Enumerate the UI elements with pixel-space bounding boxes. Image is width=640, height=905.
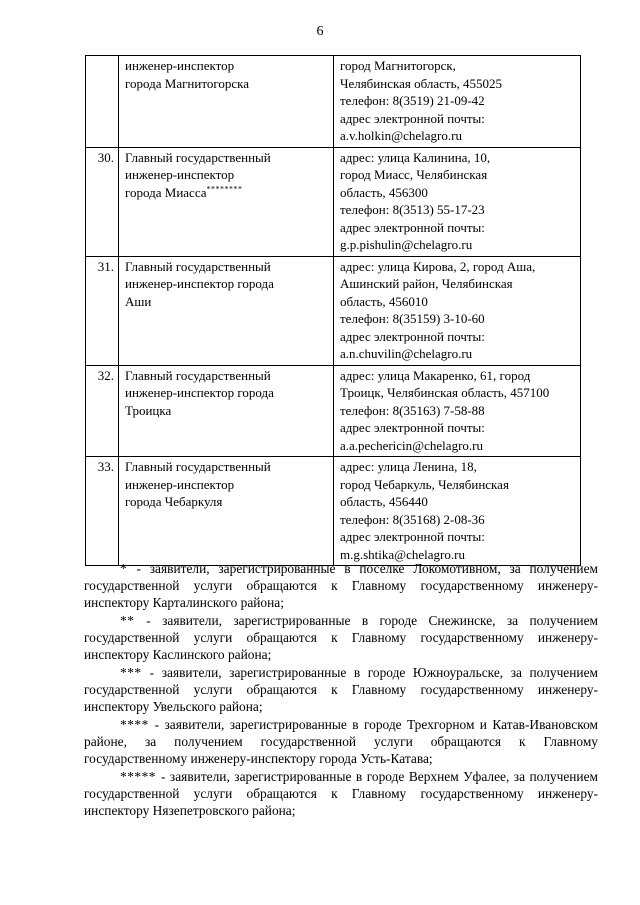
- table-row: [86, 147, 581, 256]
- row-number: [86, 365, 119, 457]
- email-address: a.n.chuvilin@chelagro.ru: [340, 346, 473, 361]
- footnote-text: - заявители, зарегистрированные в городе Верхнем Уфалее, за получением государственной услуги обращаются к Главному государственному инженеру-инспектору Нязепетровского района;: [84, 769, 599, 818]
- inspector-title: [119, 56, 334, 148]
- inspector-title-line: Главный государственный: [125, 258, 271, 274]
- address-line: адрес: улица Ленина, 18,: [340, 459, 477, 474]
- row-number-text: 32.: [97, 367, 114, 383]
- table-row: [86, 457, 581, 566]
- address-line: город Миасс, Челябинская: [340, 167, 488, 182]
- row-number: [86, 147, 119, 256]
- inspector-title-line: Главный государственный: [125, 149, 271, 165]
- footnote-mark: *: [120, 561, 137, 576]
- inspector-title-line: Троицка: [125, 402, 172, 418]
- address-line: Ашинский район, Челябинская: [340, 276, 513, 291]
- inspector-title-line: города Магнитогорска: [125, 75, 250, 91]
- address-line: телефон: 8(3513) 55-17-23: [340, 202, 485, 217]
- row-number-text: 31.: [97, 258, 114, 274]
- table-row: [86, 256, 581, 365]
- inspector-title-line: Главный государственный: [125, 367, 271, 383]
- footnote: [84, 768, 598, 819]
- footnote-text: - заявители, зарегистрированные в городе Трехгорном и Катав-Ивановском районе, за получением государственной услуги обращаются к Главному государственному инженеру-инспектору города Усть-Катава;: [84, 717, 598, 766]
- email-address: m.g.shtika@chelagro.ru: [340, 546, 465, 562]
- inspector-title-line: города Чебаркуля: [125, 494, 223, 509]
- address-line: область, 456300: [340, 184, 428, 200]
- row-number-text: 30.: [97, 149, 114, 165]
- footnote: [84, 560, 598, 611]
- inspector-title: [119, 457, 334, 566]
- address-line: телефон: 8(35159) 3-10-60: [340, 311, 485, 326]
- footnote-text: - заявители, зарегистрированные в поселке Локомотивном, за получением государственной услуги обращаются к Главному государственному инженеру-инспектору Карталинского района;: [84, 561, 598, 610]
- footnote-mark: ***: [120, 665, 150, 680]
- email-address: g.p.pishulin@chelagro.ru: [340, 237, 473, 252]
- address-line: город Магнитогорск,: [340, 58, 456, 73]
- inspector-title-line: инженер-инспектор города: [125, 385, 274, 400]
- address-line: адрес электронной почты:: [340, 110, 485, 126]
- inspector-title: [119, 147, 334, 256]
- address-line: область, 456440: [340, 494, 428, 509]
- contact-address: [334, 365, 581, 457]
- footnote-text: - заявители, зарегистрированные в городе Южноуральске, за получением государственной услуги обращаются к Главному государственному инженеру-инспектору Увельского района;: [84, 665, 598, 714]
- address-line: город Чебаркуль, Челябинская: [340, 476, 509, 492]
- row-number-text: 33.: [97, 459, 114, 474]
- footnote-text: - заявители, зарегистрированные в городе Снежинске, за получением государственной услуги обращаются к Главному государственному инженеру-инспектору Каслинского района;: [84, 613, 598, 662]
- inspector-title-line: инженер-инспектор: [125, 167, 235, 182]
- inspector-title-line: Аши: [125, 293, 152, 309]
- address-line: Челябинская область, 455025: [340, 75, 503, 91]
- footnote-mark: ****: [120, 717, 155, 732]
- row-number-text: [86, 56, 114, 59]
- contact-address: [334, 147, 581, 256]
- footnotes: [84, 560, 598, 820]
- address-line: адрес электронной почты:: [340, 529, 485, 544]
- address-line: адрес: улица Кирова, 2, город Аша,: [340, 258, 536, 274]
- table-row: [86, 56, 581, 148]
- address-line: адрес: улица Калинина, 10,: [340, 149, 491, 165]
- footnote-mark: ********: [206, 184, 243, 194]
- footnote: [84, 716, 598, 767]
- footnote-mark: *****: [120, 769, 161, 784]
- inspector-title-line: города Миасса********: [125, 184, 243, 200]
- footnote: [84, 612, 598, 663]
- inspector-title: [119, 256, 334, 365]
- contact-address: [334, 256, 581, 365]
- inspector-title-line: инженер-инспектор города: [125, 276, 274, 291]
- address-line: адрес: улица Макаренко, 61, город: [340, 367, 531, 383]
- address-line: телефон: 8(35168) 2-08-36: [340, 511, 485, 527]
- row-number: [86, 256, 119, 365]
- inspector-title-line: инженер-инспектор: [125, 58, 235, 73]
- contact-address: [334, 56, 581, 148]
- table-row: [86, 365, 581, 457]
- email-address: a.a.pechericin@chelagro.ru: [340, 437, 483, 453]
- row-number: [86, 457, 119, 566]
- inspector-title: [119, 365, 334, 457]
- address-line: область, 456010: [340, 293, 428, 309]
- row-number: [86, 56, 119, 148]
- footnote-mark: **: [120, 613, 147, 628]
- address-line: адрес электронной почты:: [340, 219, 485, 235]
- footnote: [84, 664, 598, 715]
- inspector-title-line: инженер-инспектор: [125, 476, 235, 492]
- inspector-title-line: Главный государственный: [125, 459, 271, 474]
- inspectors-table: [85, 55, 581, 566]
- address-line: телефон: 8(35163) 7-58-88: [340, 402, 485, 418]
- address-line: телефон: 8(3519) 21-09-42: [340, 93, 485, 108]
- email-address: a.v.holkin@chelagro.ru: [340, 128, 462, 143]
- address-line: адрес электронной почты:: [340, 328, 485, 344]
- page-number: 6: [316, 24, 324, 39]
- contact-address: [334, 457, 581, 566]
- address-line: адрес электронной почты:: [340, 420, 485, 435]
- address-line: Троицк, Челябинская область, 457100: [340, 385, 550, 400]
